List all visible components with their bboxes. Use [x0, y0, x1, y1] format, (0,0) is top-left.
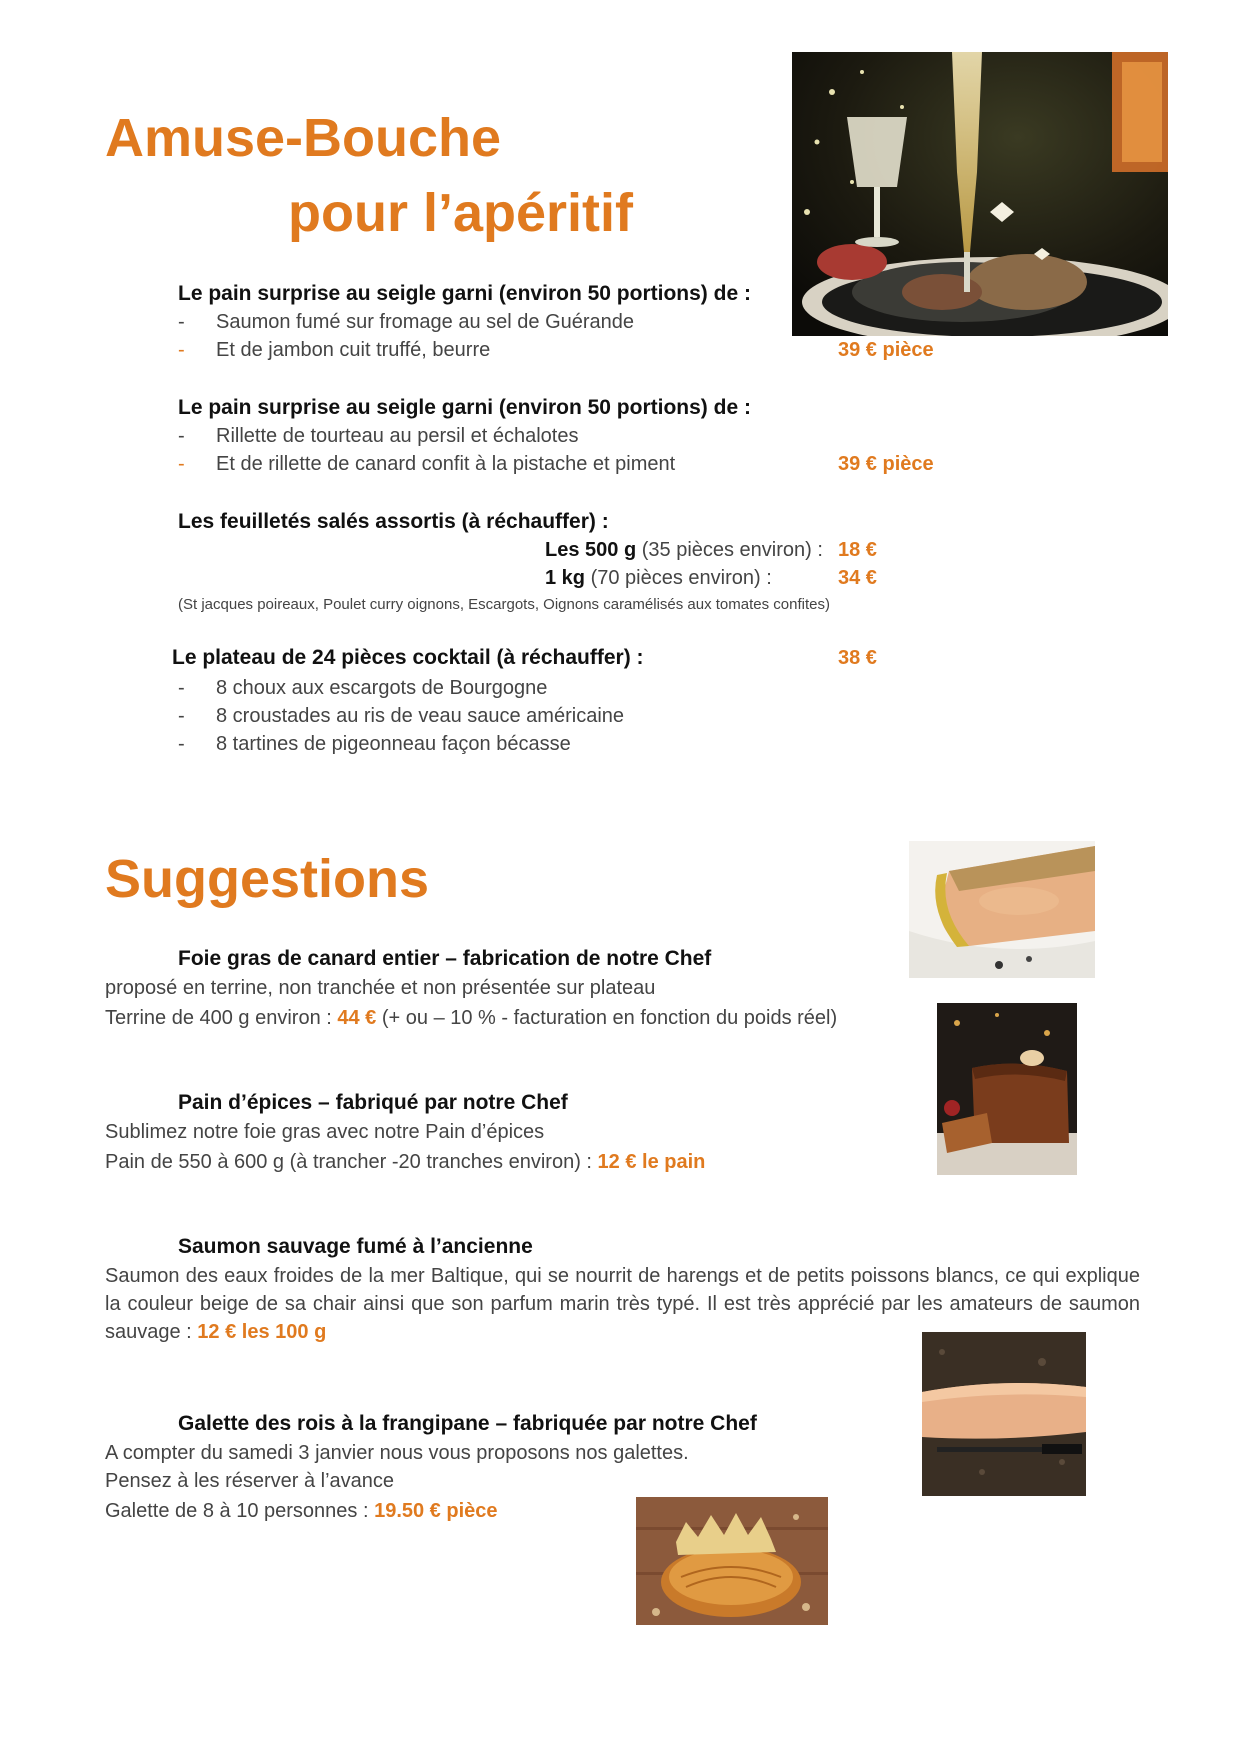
section-title-suggestions: Suggestions — [105, 849, 430, 909]
pain1-heading: Le pain surprise au seigle garni (environ 50 portions) de : — [178, 282, 751, 305]
galette-line1: A compter du samedi 3 janvier nous vous proposons nos galettes. — [105, 1442, 689, 1464]
feuilletes-qty: Les 500 g — [545, 539, 637, 561]
feuilletes-desc: (35 pièces environ) : — [636, 539, 823, 561]
pain1-item: Saumon fumé sur fromage au sel de Guérande — [216, 311, 635, 333]
foie-price-line — [105, 1004, 837, 1032]
bullet-dash: - — [178, 339, 185, 361]
galette-photo — [636, 1497, 828, 1625]
foie-gras-photo — [909, 841, 1095, 978]
plateau-heading: Le plateau de 24 pièces cocktail (à réchauffer) : — [172, 646, 644, 669]
plateau-item: 8 tartines de pigeonneau façon bécasse — [216, 733, 571, 755]
epices-price: 12 € le pain — [597, 1151, 706, 1173]
saumon-photo — [922, 1332, 1086, 1496]
pain2-heading: Le pain surprise au seigle garni (environ 50 portions) de : — [178, 396, 751, 419]
feuilletes-note: (St jacques poireaux, Poulet curry oignons, Escargots, Oignons caramélisés aux tomates confites) — [178, 596, 830, 613]
epices-price-line — [105, 1148, 705, 1176]
feuilletes-price-1kg: 34 € — [838, 567, 877, 589]
feuilletes-row-1kg — [545, 564, 772, 592]
aperitif-photo — [792, 52, 1168, 336]
pain2-item: Et de rillette de canard confit à la pistache et piment — [216, 453, 676, 475]
epices-price-label: Pain de 550 à 600 g (à trancher -20 tranches environ) : — [105, 1151, 598, 1173]
foie-heading: Foie gras de canard entier – fabrication de notre Chef — [178, 947, 712, 970]
saumon-price: 12 € les 100 g — [197, 1321, 327, 1343]
foie-price: 44 € — [337, 1007, 377, 1029]
bullet-dash: - — [178, 705, 185, 727]
saumon-heading: Saumon sauvage fumé à l’ancienne — [178, 1235, 533, 1258]
epices-heading: Pain d’épices – fabriqué par notre Chef — [178, 1091, 568, 1114]
feuilletes-heading: Les feuilletés salés assortis (à réchauffer) : — [178, 510, 609, 533]
bullet-dash: - — [178, 425, 185, 447]
feuilletes-price-500g: 18 € — [838, 539, 877, 561]
plateau-item: 8 croustades au ris de veau sauce américaine — [216, 705, 625, 727]
saumon-text: Saumon des eaux froides de la mer Baltique, qui se nourrit de harengs et de petits poissons blancs, ce qui explique la couleur beige de sa chair ainsi que son parfum marin très typé. Il est très apprécié par les amateurs de saumon sauvage : — [105, 1265, 1140, 1343]
bullet-dash: - — [178, 677, 185, 699]
galette-heading: Galette des rois à la frangipane – fabriquée par notre Chef — [178, 1412, 757, 1435]
feuilletes-qty: 1 kg — [545, 567, 586, 589]
pain2-item: Rillette de tourteau au persil et échalotes — [216, 425, 579, 447]
epices-description: Sublimez notre foie gras avec notre Pain d’épices — [105, 1121, 545, 1143]
galette-line2: Pensez à les réserver à l’avance — [105, 1470, 395, 1492]
pain-epices-photo — [937, 1003, 1077, 1175]
galette-price-line — [105, 1497, 498, 1525]
section-title-amuse-bouche: Amuse-Bouche — [105, 108, 502, 168]
foie-price-label: Terrine de 400 g environ : — [105, 1007, 338, 1029]
pain1-item: Et de jambon cuit truffé, beurre — [216, 339, 491, 361]
pain1-price: 39 € pièce — [838, 339, 934, 361]
foie-price-note: (+ ou – 10 % - facturation en fonction du poids réel) — [376, 1007, 838, 1029]
bullet-dash: - — [178, 733, 185, 755]
bullet-dash: - — [178, 311, 185, 333]
bullet-dash: - — [178, 453, 185, 475]
galette-price: 19.50 € pièce — [374, 1500, 498, 1522]
feuilletes-row-500g — [545, 536, 823, 564]
pain2-price: 39 € pièce — [838, 453, 934, 475]
feuilletes-desc: (70 pièces environ) : — [585, 567, 772, 589]
galette-price-label: Galette de 8 à 10 personnes : — [105, 1500, 375, 1522]
plateau-item: 8 choux aux escargots de Bourgogne — [216, 677, 548, 699]
plateau-price: 38 € — [838, 647, 877, 669]
foie-description: proposé en terrine, non tranchée et non présentée sur plateau — [105, 977, 656, 999]
section-title-aperitif: pour l’apéritif — [288, 183, 634, 243]
